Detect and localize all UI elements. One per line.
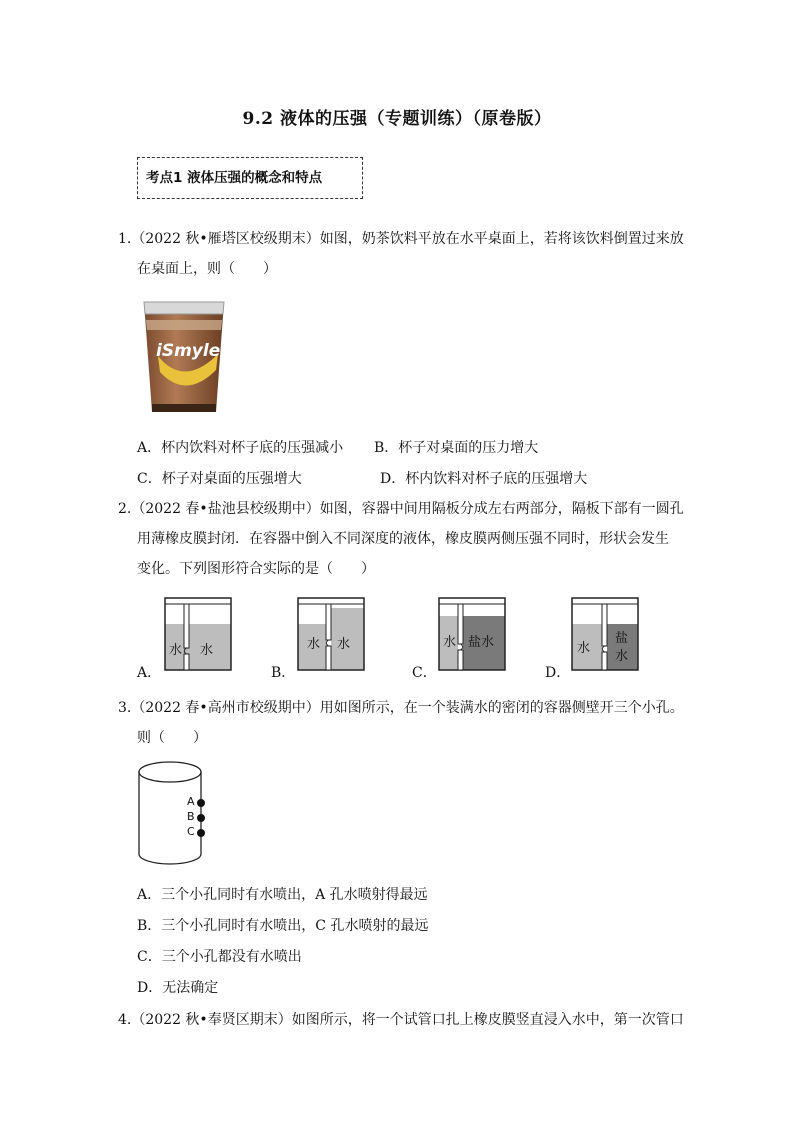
q1-option-b: B．杯子对桌面的压力增大 <box>374 440 539 456</box>
question-2-line-2: 用薄橡皮膜封闭．在容器中倒入不同深度的液体，橡皮膜两侧压强不同时，形状会发生 <box>137 531 669 547</box>
q2-figure-d-label: D． <box>545 665 571 681</box>
hole-b <box>197 814 205 822</box>
question-2-line-1: 2.（2022 春•盐池县校级期中）如图，容器中间用隔板分成左右两部分，隔板下部有一圆孔 <box>118 501 684 517</box>
hole-a <box>197 799 205 807</box>
q2-figure-b <box>293 596 367 676</box>
fig-a-right-liquid: 水 <box>200 643 214 658</box>
fig-b-left-liquid: 水 <box>307 637 321 652</box>
fig-c-left-liquid: 水 <box>443 635 457 650</box>
q2-figure-c <box>434 596 508 676</box>
q3-option-c: C．三个小孔都没有水喷出 <box>137 949 302 965</box>
cup-lid <box>144 302 224 314</box>
hole-b-label: B <box>187 810 195 823</box>
question-1-line-1: 1.（2022 秋•雁塔区校级期末）如图，奶茶饮料平放在水平桌面上，若将该饮料倒置过来放 <box>118 231 684 247</box>
fig-d-right-liquid-top: 盐 <box>615 631 629 646</box>
fig-d-left-liquid: 水 <box>577 641 591 656</box>
q3-option-d: D．无法确定 <box>137 980 219 996</box>
q1-option-a: A．杯内饮料对杯子底的压强减小 <box>137 440 344 456</box>
question-4-line-1: 4.（2022 秋•奉贤区期末）如图所示，将一个试管口扎上橡皮膜竖直浸入水中，第一次管口 <box>118 1012 684 1028</box>
hole-a-label: A <box>187 795 195 808</box>
fig-a-left-liquid: 水 <box>169 643 183 658</box>
q3-cylinder-figure <box>136 758 216 870</box>
question-2-line-3: 变化。下列图形符合实际的是（ ） <box>137 561 375 577</box>
question-3-line-1: 3.（2022 春•高州市校级期中）用如图所示，在一个装满水的密闭的容器侧壁开三个小孔。 <box>118 700 684 716</box>
fig-b-right-liquid: 水 <box>337 637 351 652</box>
milk-tea-cup-image <box>140 296 228 416</box>
q2-figure-a <box>160 596 234 676</box>
q2-figure-a-label: A． <box>137 665 162 681</box>
q3-option-b: B．三个小孔同时有水喷出，C 孔水喷射的最远 <box>137 918 429 934</box>
q3-option-a: A．三个小孔同时有水喷出，A 孔水喷射得最远 <box>137 887 428 903</box>
section-heading: 考点1 液体压强的概念和特点 <box>137 157 363 199</box>
fig-d-right-liquid-bottom: 水 <box>615 649 629 664</box>
q1-option-d: D．杯内饮料对杯子底的压强增大 <box>380 471 588 487</box>
hole-c <box>197 829 205 837</box>
hole-c-label: C <box>187 825 195 838</box>
page-title: 9.2 液体的压强（专题训练）（原卷版） <box>242 109 552 129</box>
q1-option-c: C．杯子对桌面的压强增大 <box>137 471 302 487</box>
question-3-line-2: 则（ ） <box>137 730 207 746</box>
q2-figure-d <box>567 596 641 676</box>
question-1-line-2: 在桌面上，则（ ） <box>137 261 277 277</box>
q2-figure-c-label: C． <box>412 665 437 681</box>
q2-figure-b-label: B． <box>271 665 296 681</box>
cup-brand: iSmyle <box>156 341 221 361</box>
fig-c-right-liquid: 盐水 <box>468 635 495 650</box>
